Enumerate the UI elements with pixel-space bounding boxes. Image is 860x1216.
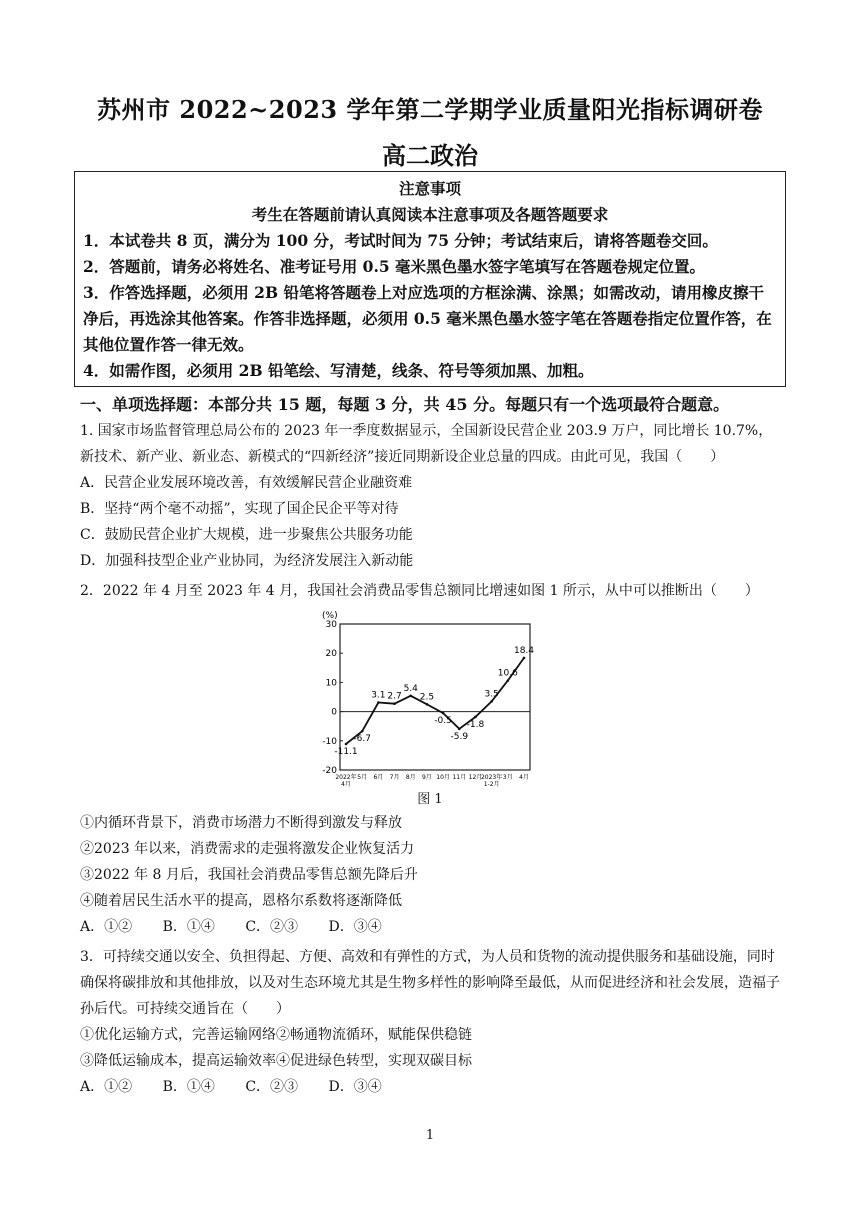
page-title: 苏州市 2022~2023 学年第二学期学业质量阳光指标调研卷 <box>97 95 763 124</box>
data-point <box>523 657 526 660</box>
data-point <box>442 712 445 715</box>
x-tick-label: 1-2月 <box>483 781 500 788</box>
y-tick-label: 10 <box>325 678 337 689</box>
notice-box <box>74 171 786 387</box>
question-2-statements <box>80 810 785 940</box>
data-point <box>458 728 461 731</box>
question-stem: 3．可持续交通以安全、负担得起、方便、高效和有弹性的方式，为人员和货物的流动提供服务和基础设施，同时确保将碳排放和其他排放，以及对生态环境尤其是生物多样性的影响降至最低，从而促进经济和社会发展，造福子孙后代。可持续交通旨在（ ） <box>80 949 780 1017</box>
option-d: D．③④ <box>328 919 382 935</box>
option-c: C．②③ <box>245 1079 299 1095</box>
data-label: 2.5 <box>419 692 435 703</box>
statement-4: ④随着居民生活水平的提高，恩格尔系数将逐渐降低 <box>80 893 402 909</box>
notice-subheading: 考生在答题前请认真阅读本注意事项及各题答题要求 <box>251 205 609 224</box>
x-tick-label: 4月 <box>519 774 529 781</box>
y-tick-label: 20 <box>325 649 337 660</box>
x-tick-label: 10月 <box>436 774 450 781</box>
data-point <box>409 695 412 698</box>
option-a: A．①② <box>80 919 133 935</box>
data-point <box>426 703 429 706</box>
y-tick-label: -10 <box>322 736 337 747</box>
y-tick-label: 30 <box>325 620 337 630</box>
data-label: 10.6 <box>497 668 518 679</box>
question-2 <box>80 578 785 604</box>
question-stem: 1. 国家市场监督管理总局公布的 2023 年一季度数据显示，全国新设民营企业 203.9 万户，同比增长 10.7%，新技术、新产业、新业态、新模式的“四新经济”接近同期新设企业总量的四成。由此可见，我国（ ） <box>80 423 773 465</box>
line-chart <box>318 608 540 788</box>
data-label: 2.7 <box>387 691 402 702</box>
option-b: B．①④ <box>162 919 215 935</box>
y-tick-label: -20 <box>322 766 337 776</box>
data-point <box>474 716 477 719</box>
data-label: -1.8 <box>466 719 485 730</box>
x-tick-label: 5月 <box>357 774 368 781</box>
notice-heading: 注意事项 <box>398 179 461 198</box>
x-tick-label: 4月 <box>341 781 351 788</box>
option-c: C．鼓励民营企业扩大规模，进一步聚焦公共服务功能 <box>80 527 413 543</box>
x-tick-label: 2023年 <box>480 774 503 781</box>
statement-1: ①内循环背景下，消费市场潜力不断得到激发与释放 <box>80 815 402 831</box>
data-label: -5.9 <box>450 731 469 742</box>
x-tick-label: 9月 <box>421 774 432 781</box>
option-a: A．民营企业发展环境改善，有效缓解民营企业融资难 <box>80 475 413 491</box>
x-tick-label: 8月 <box>405 774 416 781</box>
plot-frame <box>340 624 530 770</box>
notice-item-1: 1．本试卷共 8 页，满分为 100 分，考试时间为 75 分钟；考试结束后，请将答题卷交回。 <box>83 231 718 250</box>
options-row <box>80 1074 785 1100</box>
notice-item-2: 2．答题前，请务必将姓名、准考证号用 0.5 毫米黑色墨水签字笔填写在答题卷规定位置。 <box>83 257 706 276</box>
data-point <box>490 700 493 703</box>
option-d: D．③④ <box>328 1079 382 1095</box>
data-label: -11.1 <box>334 747 358 758</box>
data-point <box>377 701 380 704</box>
option-b: B．坚持“两个毫不动摇”，实现了国企民企平等对待 <box>80 501 399 517</box>
question-stem: 2．2022 年 4 月至 2023 年 4 月，我国社会消费品零售总额同比增速如图 1 所示，从中可以推断出（ ） <box>80 583 759 599</box>
question-1 <box>80 418 785 574</box>
x-tick-label: 7月 <box>389 774 400 781</box>
page-number: 1 <box>425 1128 435 1143</box>
data-label: 5.4 <box>403 683 418 694</box>
x-tick-label: 11月 <box>452 774 467 781</box>
x-tick-label: 3月 <box>502 774 513 781</box>
data-label: -6.7 <box>353 734 371 745</box>
data-label: 18.4 <box>513 645 535 656</box>
notice-item-3: 3．作答选择题，必须用 2B 铅笔将答题卷上对应选项的方框涂满、涂黑；如需改动，请用橡皮擦干净后，再选涂其他答案。作答非选择题，必须用 0.5 毫米黑色墨水签字笔在答题卷指定位置作答，在其他位置作答一律无效。 <box>83 283 772 354</box>
x-tick-label: 12月 <box>468 774 483 781</box>
option-b: B．①④ <box>162 1079 215 1095</box>
retail-sales-growth-chart <box>318 608 540 804</box>
data-point <box>507 679 510 682</box>
option-c: C．②③ <box>245 919 299 935</box>
x-tick-label: 6月 <box>373 774 384 781</box>
figure-caption: 图 1 <box>417 792 443 807</box>
statement-3-4: ③降低运输成本，提高运输效率④促进绿色转型，实现双碳目标 <box>80 1053 472 1069</box>
options-row <box>80 914 785 940</box>
subject-title: 高二政治 <box>382 141 478 170</box>
y-axis-label: (%) <box>322 611 338 621</box>
section-heading: 一、单项选择题：本部分共 15 题，每题 3 分，共 45 分。每题只有一个选项最符合题意。 <box>80 395 730 414</box>
statement-1-2: ①优化运输方式，完善运输网络②畅通物流循环，赋能保供稳链 <box>80 1027 472 1043</box>
data-point <box>393 702 396 705</box>
data-label: 3.1 <box>371 690 386 701</box>
data-point <box>361 730 364 733</box>
statement-2: ②2023 年以来，消费需求的走强将激发企业恢复活力 <box>80 841 415 857</box>
y-tick-label: 0 <box>331 707 337 718</box>
notice-item-4: 4．如需作图，必须用 2B 铅笔绘、写清楚，线条、符号等须加黑、加粗。 <box>83 361 594 380</box>
option-a: A．①② <box>80 1079 133 1095</box>
data-label: -0.5 <box>434 716 452 727</box>
data-point <box>345 743 348 746</box>
x-tick-label: 2022年 <box>335 774 357 781</box>
data-label: 3.5 <box>484 689 499 700</box>
statement-3: ③2022 年 8 月后，我国社会消费品零售总额先降后升 <box>80 867 418 883</box>
question-3 <box>80 944 785 1100</box>
option-d: D．加强科技型企业产业协同，为经济发展注入新动能 <box>80 553 414 569</box>
